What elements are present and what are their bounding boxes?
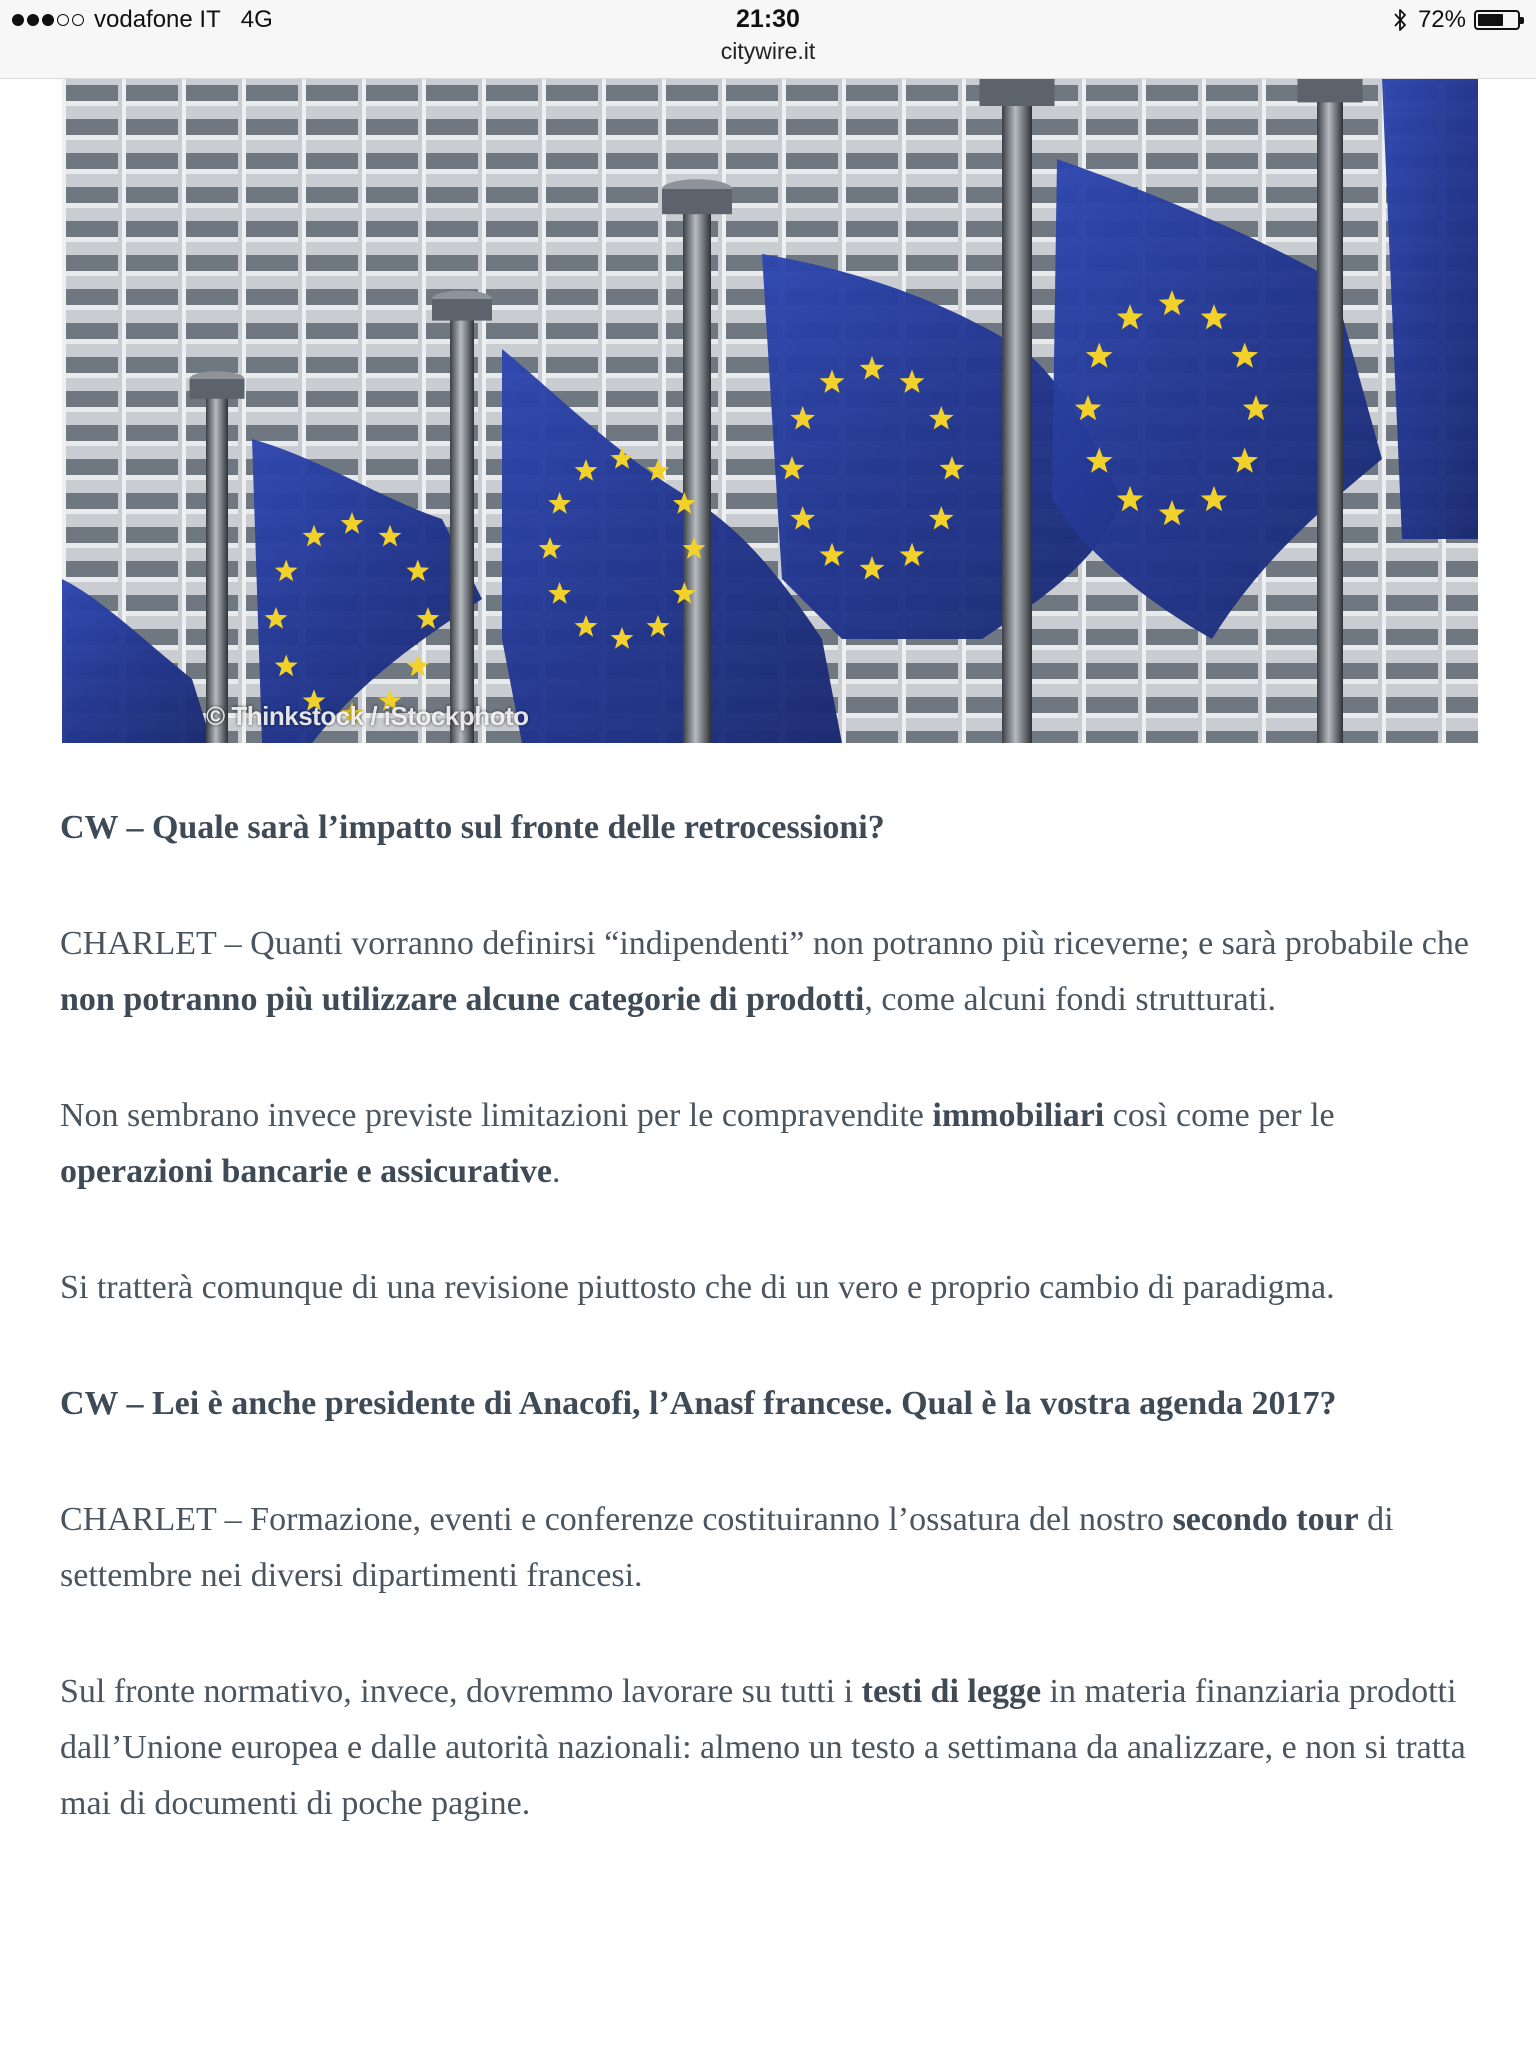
answer-2-paragraph-1 xyxy=(60,1492,1480,1604)
photo-credit: © Thinkstock / iStockphoto xyxy=(206,701,529,731)
status-right xyxy=(1392,6,1520,34)
answer-1-paragraph-3: Si tratterà comunque di una revisione piuttosto che di un vero e proprio cambio di paradigma. xyxy=(60,1269,1335,1306)
text-run: CHARLET – Quanti vorranno definirsi “indipendenti” non potranno più riceverne; e sarà probabile che xyxy=(60,925,1469,962)
question-2: CW – Lei è anche presidente di Anacofi, l’Anasf francese. Qual è la vostra agenda 2017? xyxy=(60,1385,1337,1422)
flagpole-cap xyxy=(1298,79,1363,102)
flagpole xyxy=(1317,79,1343,743)
flagpole xyxy=(450,299,474,743)
bold-text-run: immobiliari xyxy=(932,1097,1105,1134)
flagpole-cap xyxy=(190,379,245,399)
text-run: . xyxy=(551,1153,561,1190)
bluetooth-icon xyxy=(1392,7,1408,33)
article-body xyxy=(60,800,1480,1892)
flagpole xyxy=(683,189,711,743)
flagpole-cap xyxy=(662,189,732,214)
text-run: Non sembrano invece previste limitazioni per le compravendite xyxy=(60,1097,933,1134)
answer-2-paragraph-2 xyxy=(60,1664,1480,1832)
battery-fill xyxy=(1478,14,1503,26)
text-run: CHARLET – Formazione, eventi e conferenze costituiranno l’ossatura del nostro xyxy=(60,1501,1173,1538)
text-run: così come per le xyxy=(1104,1097,1335,1134)
network-type: 4G xyxy=(240,6,273,33)
battery-icon xyxy=(1474,10,1520,30)
answer-1-paragraph-2 xyxy=(60,1088,1480,1200)
flagpole-cap xyxy=(980,79,1055,106)
status-center xyxy=(0,5,1536,65)
eu-flags-photo-icon xyxy=(62,79,1478,743)
bold-text-run: non potranno più utilizzare alcune categorie di prodotti xyxy=(60,981,865,1018)
flagpole xyxy=(1002,79,1032,743)
text-run: Sul fronte normativo, invece, dovremmo lavorare su tutti i xyxy=(60,1673,862,1710)
bold-text-run: testi di legge xyxy=(861,1673,1042,1710)
carrier-name: vodafone IT xyxy=(94,6,221,33)
flagpole-cap xyxy=(432,299,492,321)
text-run: , come alcuni fondi strutturati. xyxy=(864,981,1277,1018)
bold-text-run: operazioni bancarie e assicurative xyxy=(60,1153,552,1190)
answer-1-paragraph-1 xyxy=(60,916,1480,1028)
clock: 21:30 xyxy=(736,5,800,33)
article-hero-image[interactable] xyxy=(62,79,1478,743)
flagpole xyxy=(206,379,228,743)
battery-percent: 72% xyxy=(1417,6,1466,33)
bold-text-run: secondo tour xyxy=(1172,1501,1359,1538)
question-1: CW – Quale sarà l’impatto sul fronte delle retrocessioni? xyxy=(60,809,885,846)
text-run: in materia finanziaria prodotti dall’Unione europea e dalle autorità nazionali: almeno un testo a settimana da analizzare, e non si tratta mai di documenti di poche pagine. xyxy=(60,1673,1466,1822)
status-bar xyxy=(0,0,1536,79)
address-bar-url[interactable]: citywire.it xyxy=(720,38,816,64)
text-run: di settembre nei diversi dipartimenti francesi. xyxy=(60,1501,1394,1594)
